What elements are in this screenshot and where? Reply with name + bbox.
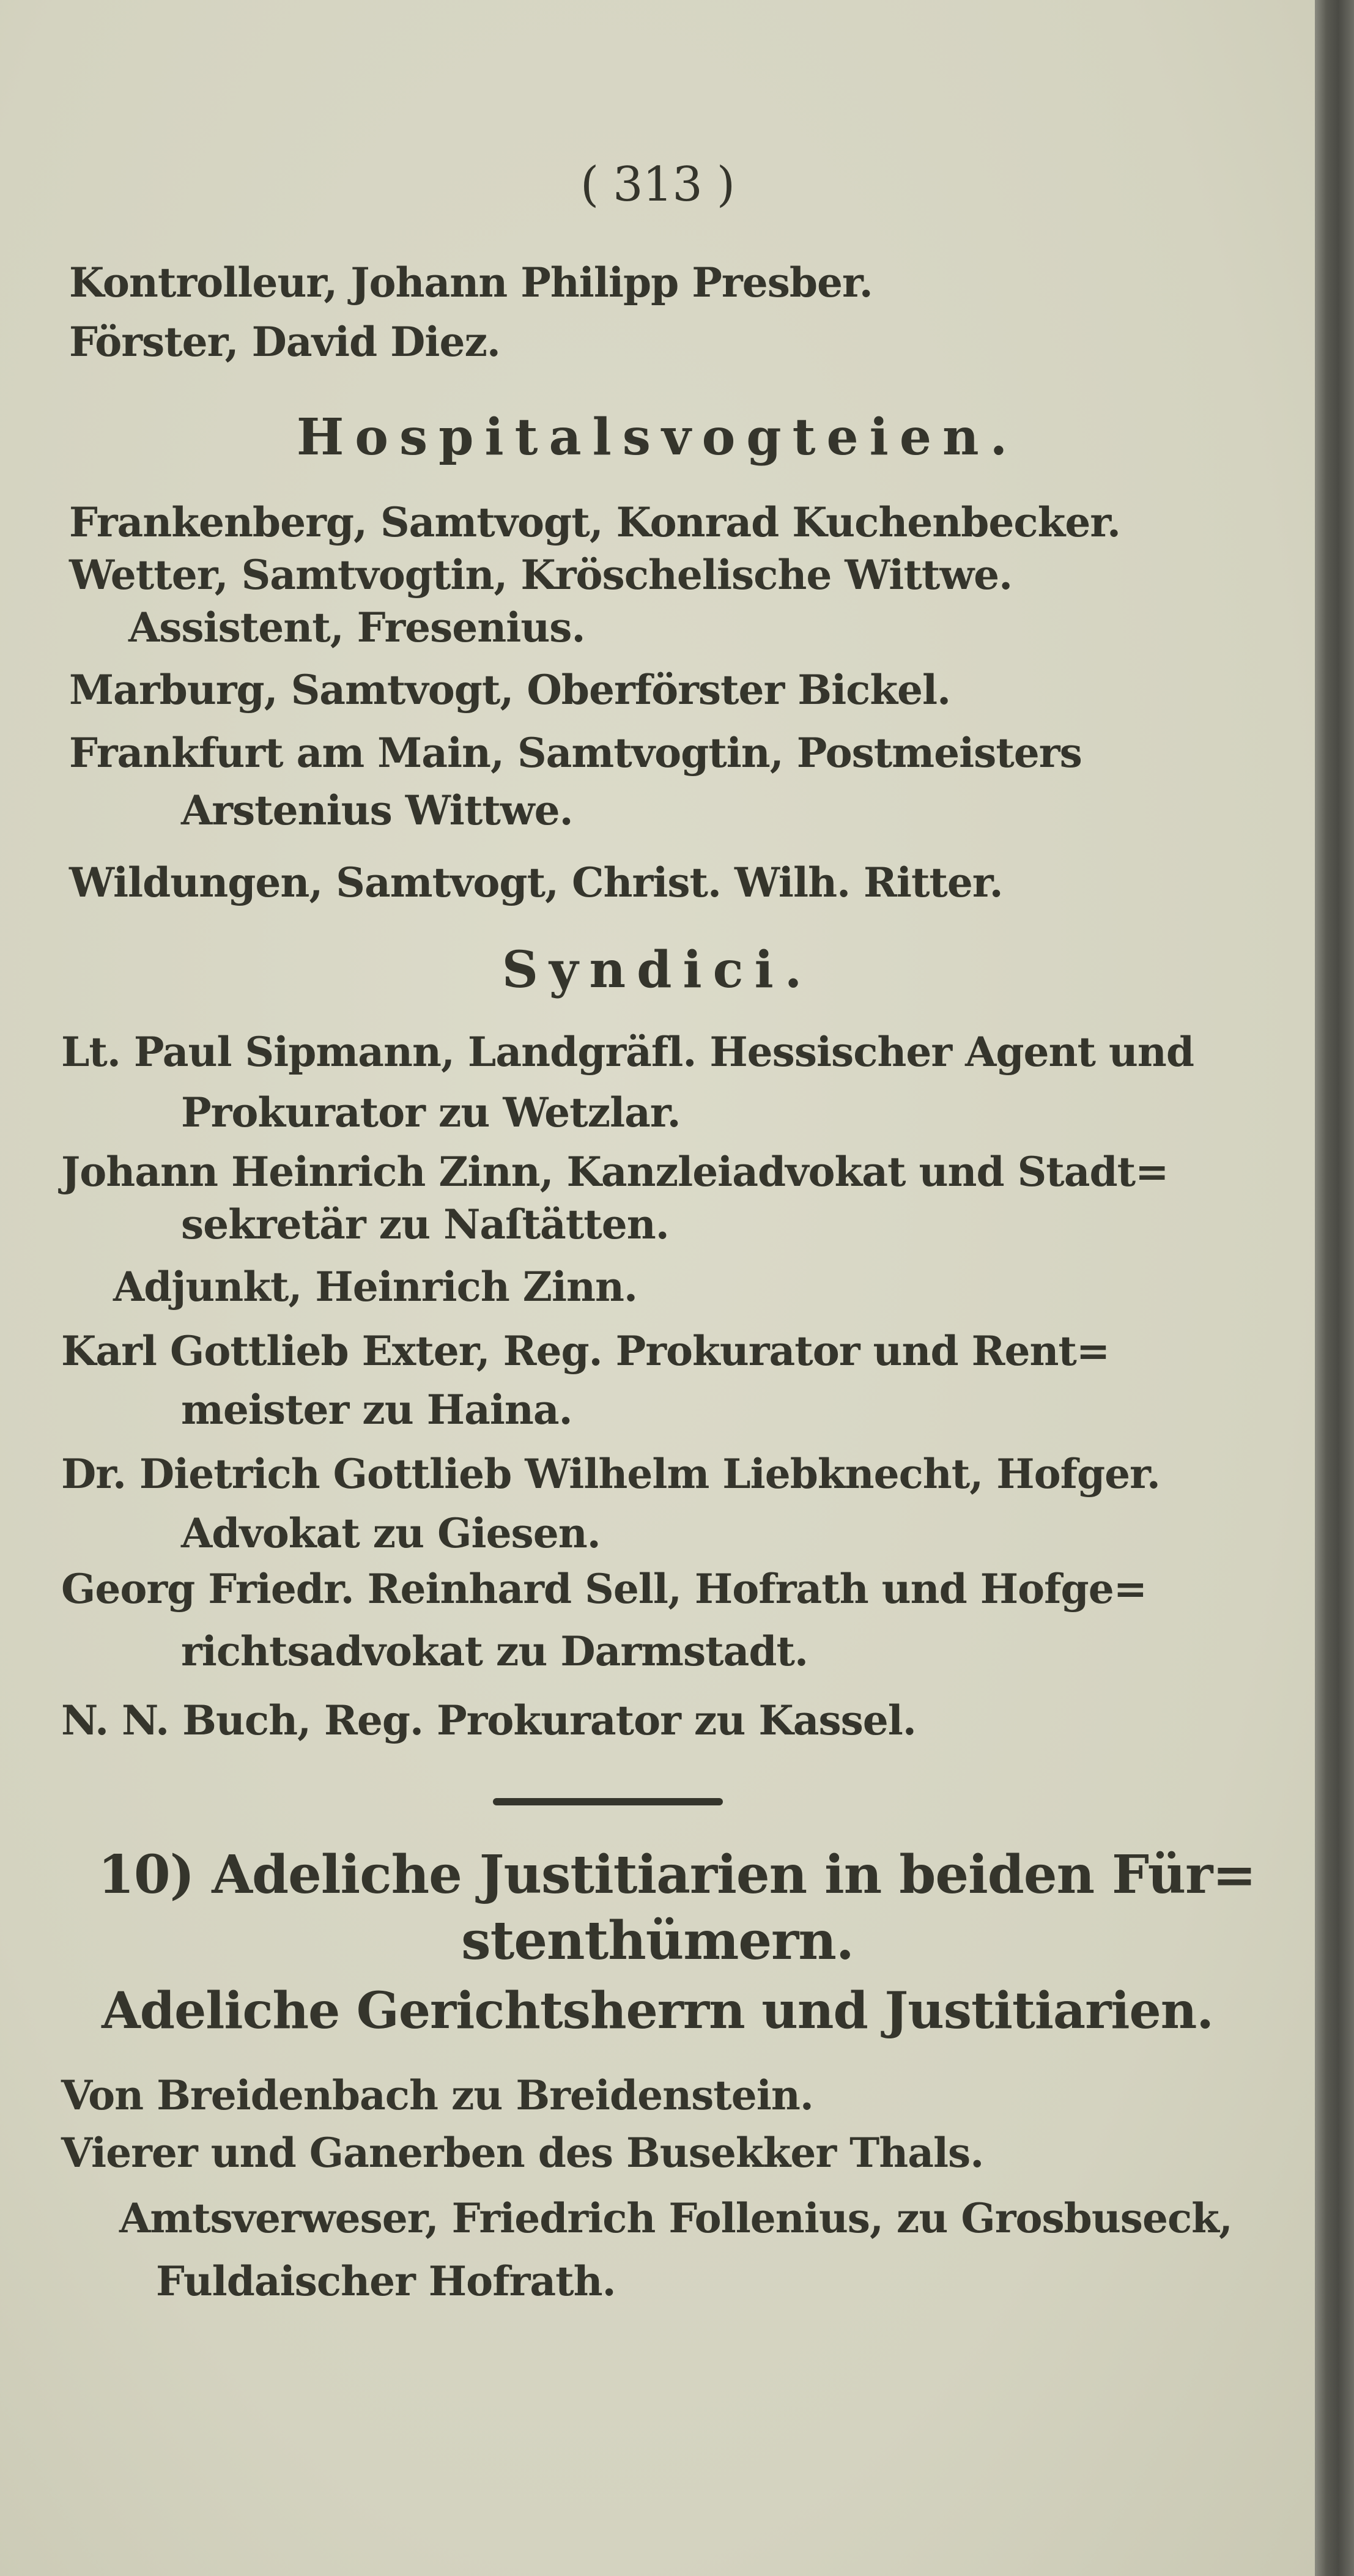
book-edge <box>1315 0 1354 2576</box>
text-line: Karl Gottlieb Exter, Reg. Prokurator und Rent= <box>61 1327 1110 1375</box>
text-line: Wildungen, Samtvogt, Christ. Wilh. Ritter. <box>69 859 1003 906</box>
page-number: ( 313 ) <box>580 157 735 212</box>
text-line: Adjunkt, Heinrich Zinn. <box>113 1263 637 1311</box>
chapter-heading-cont: stenthümern. <box>461 1910 854 1972</box>
text-line: Vierer und Ganerben des Busekker Thals. <box>61 2129 984 2177</box>
text-line: Frankfurt am Main, Samtvogtin, Postmeisters <box>69 729 1082 777</box>
text-line: richtsadvokat zu Darmstadt. <box>181 1627 808 1675</box>
section-divider <box>493 1798 723 1805</box>
text-line: Marburg, Samtvogt, Oberförster Bickel. <box>69 666 951 714</box>
text-line: Frankenberg, Samtvogt, Konrad Kuchenbecker. <box>69 498 1121 546</box>
text-line: Lt. Paul Sipmann, Landgräfl. Hessischer Agent und <box>61 1028 1194 1076</box>
text-line: Prokurator zu Wetzlar. <box>181 1089 681 1136</box>
subheading: Adeliche Gerichtsherrn und Justitiarien. <box>102 1982 1213 2040</box>
text-line: Assistent, Fresenius. <box>128 604 585 651</box>
text-line: Förster, David Diez. <box>69 318 500 366</box>
chapter-heading: 10) Adeliche Justitiarien in beiden Für= <box>98 1844 1256 1906</box>
text-line: Fuldaischer Hofrath. <box>156 2257 616 2305</box>
text-line: Johann Heinrich Zinn, Kanzleiadvokat und Stadt= <box>61 1148 1169 1196</box>
text-line: sekretär zu Naſtätten. <box>181 1201 669 1248</box>
text-line: Amtsverweser, Friedrich Follenius, zu Grosbuseck, <box>119 2194 1232 2242</box>
text-line: Georg Friedr. Reinhard Sell, Hofrath und Hofge= <box>61 1565 1147 1613</box>
text-line: Advokat zu Giesen. <box>181 1509 601 1557</box>
text-line: meister zu Haina. <box>181 1386 572 1434</box>
text-line: Von Breidenbach zu Breidenstein. <box>61 2071 813 2119</box>
text-line: Arstenius Wittwe. <box>181 786 573 834</box>
text-line: Wetter, Samtvogtin, Kröschelische Wittwe. <box>69 551 1013 599</box>
text-line: N. N. Buch, Reg. Prokurator zu Kassel. <box>61 1697 916 1744</box>
section-heading: Hospitalsvogteien. <box>296 408 1019 467</box>
text-line: Dr. Dietrich Gottlieb Wilhelm Liebknecht, Hofger. <box>61 1450 1160 1498</box>
section-heading: Syndici. <box>501 941 813 999</box>
text-line: Kontrolleur, Johann Philipp Presber. <box>69 259 873 306</box>
